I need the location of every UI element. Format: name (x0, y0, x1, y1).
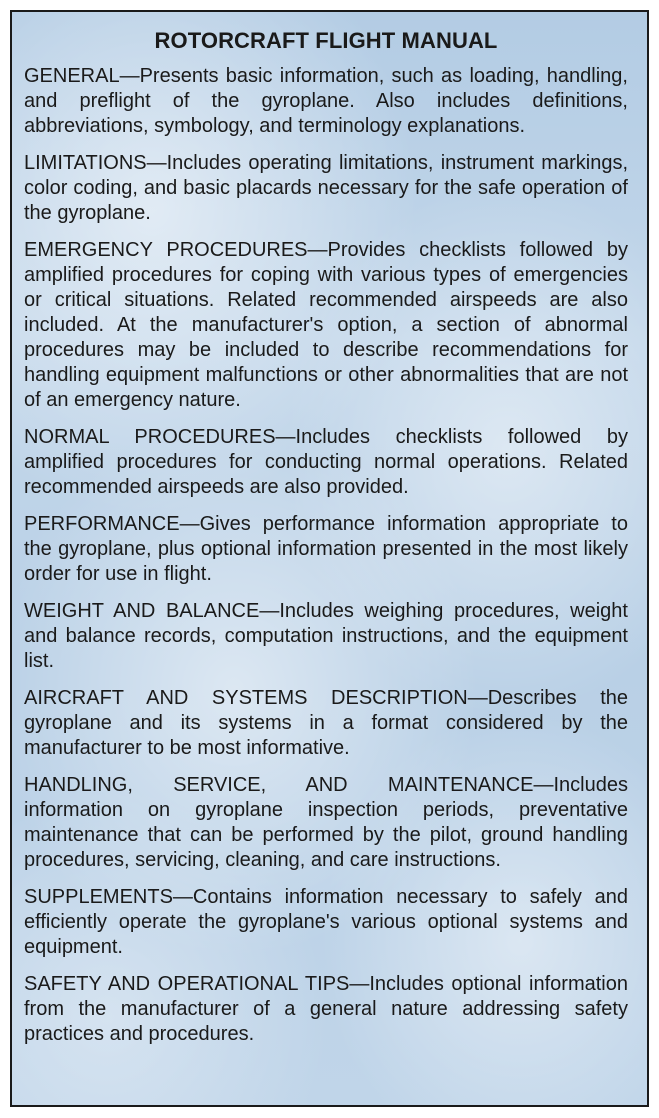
section-normal-procedures: NORMAL PROCEDURES—Includes checklists followed by amplified procedures for conducting normal operations. Related recommended airspeeds are also provided. (24, 426, 628, 498)
section-supplements: SUPPLEMENTS—Contains information necessary to safely and efficiently operate the gyroplane's various optional systems and equipment. (24, 886, 628, 958)
section-aircraft-and-systems-description: AIRCRAFT AND SYSTEMS DESCRIPTION—Describes the gyroplane and its systems in a format considered by the manufacturer to be most informative. (24, 687, 628, 759)
section-limitations: LIMITATIONS—Includes operating limitations, instrument markings, color coding, and basic placards necessary for the safe operation of the gyroplane. (24, 152, 628, 224)
section-safety-and-operational-tips: SAFETY AND OPERATIONAL TIPS—Includes optional information from the manufacturer of a general nature addressing safety practices and procedures. (24, 973, 628, 1045)
section-weight-and-balance: WEIGHT AND BALANCE—Includes weighing procedures, weight and balance records, computation instructions, and the equipment list. (24, 600, 628, 672)
page-title: ROTORCRAFT FLIGHT MANUAL (154, 28, 498, 53)
flight-manual-panel (10, 10, 649, 1107)
section-performance: PERFORMANCE—Gives performance information appropriate to the gyroplane, plus optional information presented in the most likely order for use in flight. (24, 513, 628, 585)
section-emergency-procedures: EMERGENCY PROCEDURES—Provides checklists followed by amplified procedures for coping with various types of emergencies or critical situations. Related recommended airspeeds are also included. At the manufacturer's option, a section of abnormal procedures may be included to describe recommendations for handling equipment malfunctions or other abnormalities that are not of an emergency nature. (24, 239, 628, 411)
section-general: GENERAL—Presents basic information, such as loading, handling, and preflight of the gyroplane. Also includes definitions, abbreviations, symbology, and terminology explanations. (24, 65, 628, 137)
section-handling-service-maintenance: HANDLING, SERVICE, AND MAINTENANCE—Includes information on gyroplane inspection periods, preventative maintenance that can be performed by the pilot, ground handling procedures, servicing, cleaning, and care instructions. (24, 774, 628, 871)
